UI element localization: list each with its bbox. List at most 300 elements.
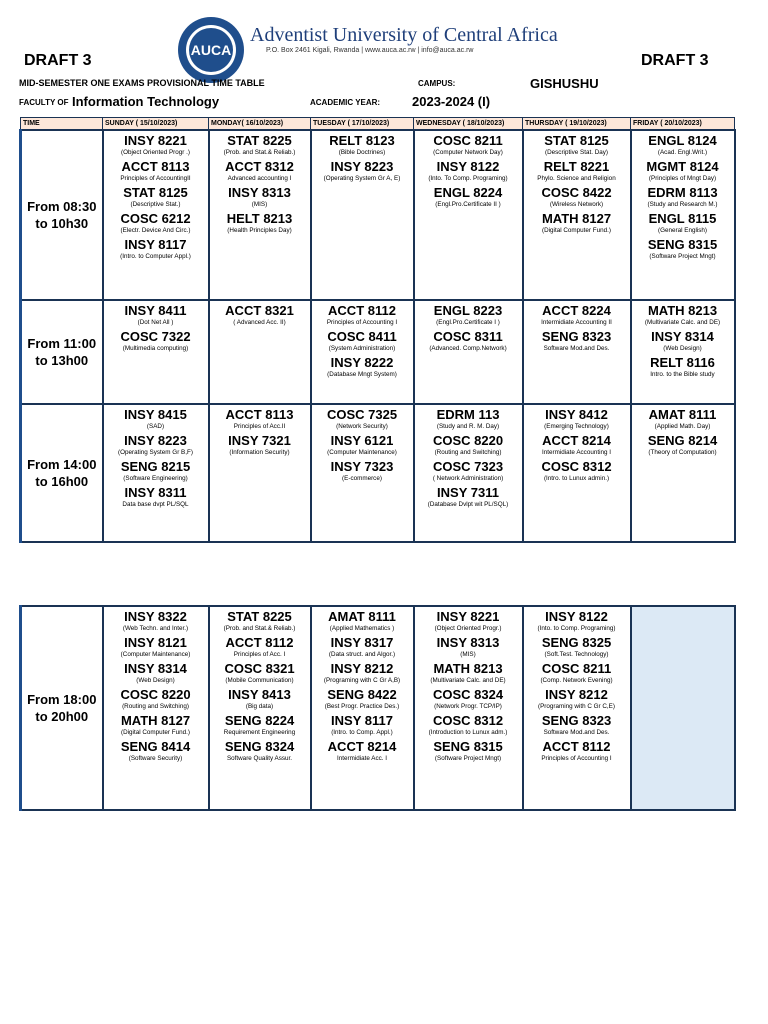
course-description: (Dot Net All ): [137, 319, 174, 326]
exam-entry: [210, 687, 310, 711]
course-description: (Health Principles Day): [227, 227, 292, 234]
exam-entry: [632, 303, 734, 327]
exam-entry: [104, 485, 208, 509]
course-description: (E-commerce): [342, 475, 382, 482]
course-code: INSY 8322: [124, 609, 187, 624]
exam-entry: [524, 407, 630, 431]
course-code: COSC 8211: [433, 133, 503, 148]
time-slot-label: From 14:00 to 16h00: [21, 404, 103, 542]
course-description: Principles of Acc.II: [233, 423, 286, 430]
course-description: (Mobile Communication): [225, 677, 294, 684]
university-name: Adventist University of Central Africa: [250, 24, 558, 46]
exam-entry: [415, 133, 522, 157]
course-code: INSY 8413: [228, 687, 291, 702]
course-code: COSC 8220: [432, 433, 504, 448]
course-description: Data base dvpt PL/SQL: [122, 501, 189, 508]
course-code: SENG 8414: [120, 739, 191, 754]
exam-entry: [524, 185, 630, 209]
exam-entry: [632, 355, 734, 379]
course-description: (Routing and Switching): [122, 703, 189, 710]
course-code: COSC 7323: [432, 459, 504, 474]
course-code: COSC 7322: [120, 329, 191, 344]
course-code: COSC 8311: [433, 329, 503, 344]
course-description: (Big data): [245, 703, 274, 710]
course-description: (Into. To Comp. Programing): [428, 175, 508, 182]
course-code: INSY 8411: [124, 303, 187, 318]
exam-entry: [415, 185, 522, 209]
course-description: (MIS): [460, 651, 476, 658]
exam-entry: [312, 609, 413, 633]
course-description: (Information Security): [229, 449, 290, 456]
draft-label-right: DRAFT 3: [641, 52, 709, 69]
university-logo: [176, 15, 246, 85]
course-description: (Operating System Gr B,F): [118, 449, 193, 456]
course-description: (Software Security): [128, 755, 183, 762]
exam-cell-monday: [209, 404, 311, 542]
course-description: (Digital Computer Fund.): [121, 729, 190, 736]
course-description: (Principles of Mngt Day): [648, 175, 717, 182]
exam-cell-sunday: [103, 606, 209, 810]
course-description: (Database Dvlpt wit PL/SQL): [427, 501, 509, 508]
course-code: INSY 8412: [545, 407, 608, 422]
course-description: (Comp. Network Evening): [540, 677, 613, 684]
course-description: (Object Oriented Progr .): [121, 149, 190, 156]
exam-entry: [210, 609, 310, 633]
course-code: MATH 8213: [647, 303, 718, 318]
course-description: (Multimedia computing): [122, 345, 189, 352]
exam-entry: [312, 329, 413, 353]
course-code: INSY 8313: [228, 185, 291, 200]
exam-entry: [632, 211, 734, 235]
course-description: (Introduction to Lunux adm.): [428, 729, 508, 736]
course-description: (Engl.Pro.Certificate II ): [435, 201, 501, 208]
course-code: COSC 8321: [224, 661, 295, 676]
exam-entry: [104, 303, 208, 327]
exam-entry: [104, 635, 208, 659]
course-description: (Web Design): [663, 345, 702, 352]
course-code: SENG 8315: [433, 739, 503, 754]
course-description: (Study and Research M.): [647, 201, 718, 208]
course-code: INSY 6121: [330, 433, 394, 448]
course-code: RELT 8221: [543, 159, 610, 174]
course-description: (Wireless Network): [549, 201, 604, 208]
timetable-title: MID-SEMESTER ONE EXAMS PROVISIONAL TIME TABLE: [19, 78, 265, 88]
exam-entry: [524, 661, 630, 685]
exam-entry: [312, 687, 413, 711]
faculty-value: Information Technology: [72, 94, 220, 109]
exam-entry: [210, 661, 310, 685]
course-code: ACCT 8112: [225, 635, 294, 650]
course-code: INSY 8223: [124, 433, 187, 448]
exam-entry: [415, 485, 522, 509]
course-description: Intermidiate Accounting II: [541, 319, 612, 326]
course-description: (Computer Maintenance): [327, 449, 397, 456]
exam-entry: [210, 739, 310, 763]
evening-slot-row: [21, 606, 735, 810]
course-description: (Electr. Device And Circ.): [120, 227, 191, 234]
course-code: ACCT 8224: [542, 303, 611, 318]
evening-timetable: [19, 605, 736, 811]
course-description: (Programing with C Gr C,E): [538, 703, 615, 710]
time-slot-label: From 08:30 to 10h30: [21, 130, 103, 300]
course-description: (Multivariate Calc. and DE): [430, 677, 506, 684]
course-code: INSY 8311: [124, 485, 187, 500]
exam-entry: [312, 133, 413, 157]
exam-entry: [210, 133, 310, 157]
exam-cell-wednesday: [414, 404, 523, 542]
university-address: P.O. Box 2461 Kigali, Rwanda | www.auca.ac.rw | info@auca.ac.rw: [266, 47, 474, 54]
exam-entry: [104, 185, 208, 209]
course-code: EDRM 113: [436, 407, 500, 422]
exam-entry: [632, 329, 734, 353]
course-description: Requirement Engineering: [223, 729, 296, 736]
course-description: (Multivariate Calc. and DE): [644, 319, 721, 326]
exam-cell-monday: [209, 130, 311, 300]
exam-entry: [104, 237, 208, 261]
course-code: ACCT 8112: [328, 303, 396, 318]
course-code: SENG 8324: [224, 739, 295, 754]
exam-entry: [312, 433, 413, 457]
course-code: COSC 8411: [327, 329, 397, 344]
exam-entry: [104, 609, 208, 633]
exam-entry: [524, 713, 630, 737]
course-code: INSY 8212: [330, 661, 394, 676]
exam-entry: [312, 661, 413, 685]
exam-entry: [524, 687, 630, 711]
course-description: (Engl.Pro.Certificate I ): [436, 319, 500, 326]
course-code: ACCT 8214: [327, 739, 397, 754]
course-code: INSY 8314: [651, 329, 714, 344]
exam-entry: [104, 739, 208, 763]
course-description: (Emerging Technology): [544, 423, 609, 430]
exam-entry: [632, 159, 734, 183]
exam-entry: [104, 713, 208, 737]
course-code: SENG 8224: [224, 713, 295, 728]
exam-cell-sunday: [103, 404, 209, 542]
course-code: STAT 8225: [227, 133, 292, 148]
course-code: SENG 8422: [327, 687, 397, 702]
exam-entry: [524, 739, 630, 763]
exam-entry: [104, 133, 208, 157]
course-description: (Descriptive Stat.): [130, 201, 181, 208]
course-description: (Operating System Gr A, E): [323, 175, 401, 182]
course-description: Software Quality Assur.: [226, 755, 293, 762]
course-description: (Network Progr. TCP/IP): [434, 703, 502, 710]
exam-entry: [312, 407, 413, 431]
exam-entry: [312, 303, 413, 327]
course-code: COSC 6212: [120, 211, 191, 226]
course-code: ACCT 8112: [542, 739, 611, 754]
exam-cell-thursday: [523, 300, 631, 404]
course-description: (Prob. and Stat.& Reliab.): [223, 625, 296, 632]
course-description: (Theory of Computation): [648, 449, 717, 456]
course-description: (Data struct. and Algor.): [328, 651, 396, 658]
academic-year-value: 2023-2024 (I): [412, 94, 491, 109]
exam-entry: [524, 133, 630, 157]
exam-entry: [415, 459, 522, 483]
course-code: STAT 8125: [544, 133, 609, 148]
exam-cell-tuesday: [311, 300, 414, 404]
course-code: ENGL 8115: [648, 211, 717, 226]
exam-cell-friday: [631, 606, 735, 810]
exam-entry: [210, 713, 310, 737]
course-code: INSY 8117: [331, 713, 393, 728]
day-header-monday: MONDAY( 16/10/2023): [209, 118, 311, 131]
exam-entry: [210, 185, 310, 209]
course-code: ACCT 8312: [225, 159, 294, 174]
course-description: (Software Project Mngt): [649, 253, 716, 260]
exam-entry: [524, 211, 630, 235]
course-code: SENG 8323: [541, 329, 612, 344]
course-code: SENG 8315: [647, 237, 718, 252]
course-code: COSC 8211: [541, 661, 612, 676]
exam-entry: [632, 433, 734, 457]
course-description: (Routing and Switching): [434, 449, 502, 456]
course-description: (Prob. and Stat.& Reliab.): [223, 149, 296, 156]
course-code: COSC 8220: [120, 687, 191, 702]
exam-entry: [312, 459, 413, 483]
exam-entry: [415, 407, 522, 431]
exam-cell-tuesday: [311, 606, 414, 810]
course-description: (Programing with C Gr A,B): [323, 677, 401, 684]
day-header-sunday: SUNDAY ( 15/10/2023): [103, 118, 209, 131]
course-code: STAT 8125: [123, 185, 188, 200]
course-code: COSC 8312: [432, 713, 504, 728]
course-code: SENG 8215: [120, 459, 191, 474]
exam-entry: [415, 713, 522, 737]
exam-cell-sunday: [103, 130, 209, 300]
course-code: COSC 8422: [541, 185, 612, 200]
exam-entry: [104, 459, 208, 483]
exam-cell-thursday: [523, 606, 631, 810]
exam-cell-tuesday: [311, 130, 414, 300]
exam-entry: [312, 635, 413, 659]
course-code: INSY 8222: [330, 355, 394, 370]
course-description: ( Network Administration): [432, 475, 504, 482]
course-description: Advanced accounting I: [227, 175, 292, 182]
exam-entry: [415, 159, 522, 183]
course-code: AMAT 8111: [648, 407, 717, 422]
exam-cell-monday: [209, 606, 311, 810]
course-code: INSY 8117: [124, 237, 187, 252]
course-code: HELT 8213: [226, 211, 293, 226]
course-code: INSY 8122: [545, 609, 608, 624]
exam-entry: [104, 687, 208, 711]
academic-year-label: ACADEMIC YEAR:: [310, 98, 381, 107]
exam-entry: [524, 433, 630, 457]
course-code: INSY 8212: [545, 687, 608, 702]
course-code: EDRM 8113: [647, 185, 718, 200]
course-description: (MIS): [251, 201, 268, 208]
course-code: INSY 8314: [124, 661, 187, 676]
course-code: MATH 8213: [433, 661, 503, 676]
draft-label-left: DRAFT 3: [24, 52, 92, 69]
course-description: (Web Techn. and Inter.): [122, 625, 189, 632]
exam-entry: [524, 303, 630, 327]
exam-entry: [104, 159, 208, 183]
exam-cell-tuesday: [311, 404, 414, 542]
course-code: MGMT 8124: [646, 159, 719, 174]
exam-entry: [210, 433, 310, 457]
exam-entry: [312, 713, 413, 737]
course-code: COSC 7325: [326, 407, 398, 422]
course-code: AMAT 8111: [328, 609, 396, 624]
course-code: ENGL 8223: [433, 303, 503, 318]
course-code: INSY 8313: [436, 635, 500, 650]
course-code: ENGL 8124: [648, 133, 717, 148]
course-description: (Computer Maintenance): [120, 651, 191, 658]
course-description: (Intro. to Computer Appl.): [120, 253, 191, 260]
time-header: TIME: [21, 118, 103, 131]
exam-entry: [415, 609, 522, 633]
exam-cell-sunday: [103, 300, 209, 404]
course-description: Intro. to the Bible study: [650, 371, 715, 378]
course-description: (Digital Computer Fund.): [542, 227, 611, 234]
course-description: (Software Engineering): [123, 475, 188, 482]
slot-row-1: [21, 130, 735, 300]
course-description: (Into. to Comp. Programing): [537, 625, 616, 632]
course-code: SENG 8325: [541, 635, 612, 650]
course-description: (Study and R. M. Day): [436, 423, 500, 430]
exam-entry: [415, 329, 522, 353]
course-code: MATH 8127: [120, 713, 191, 728]
course-code: STAT 8225: [227, 609, 292, 624]
exam-entry: [104, 433, 208, 457]
day-header-tuesday: TUESDAY ( 17/10/2023): [311, 118, 414, 131]
time-slot-label: From 18:00 to 20h00: [21, 606, 103, 810]
exam-entry: [524, 329, 630, 353]
day-header-row: [21, 118, 735, 131]
course-description: (System Administration): [328, 345, 396, 352]
exam-entry: [415, 635, 522, 659]
exam-entry: [312, 355, 413, 379]
exam-entry: [524, 459, 630, 483]
course-description: (Descriptive Stat. Day): [545, 149, 608, 156]
course-description: (Software Project Mngt): [434, 755, 502, 762]
exam-cell-friday: [631, 300, 735, 404]
course-description: (Web Design): [136, 677, 175, 684]
exam-entry: [210, 407, 310, 431]
faculty-label: FACULTY OF: [19, 98, 69, 107]
svg-text:AUCA: AUCA: [190, 42, 232, 58]
exam-entry: [524, 159, 630, 183]
course-code: MATH 8127: [541, 211, 612, 226]
course-code: RELT 8116: [650, 355, 715, 370]
day-header-wednesday: WEDNESDAY ( 18/10/2023): [414, 118, 523, 131]
exam-entry: [210, 635, 310, 659]
course-code: ACCT 8321: [225, 303, 294, 318]
course-code: INSY 7311: [437, 485, 499, 500]
exam-entry: [312, 159, 413, 183]
course-description: (General English): [658, 227, 707, 234]
course-code: INSY 8121: [124, 635, 187, 650]
course-description: (Network Security): [336, 423, 388, 430]
timetable: [19, 117, 736, 543]
campus-value: GISHUSHU: [530, 76, 599, 91]
course-description: (Database Mngt System): [327, 371, 397, 378]
slot-row-3: [21, 404, 735, 542]
exam-entry: [415, 739, 522, 763]
course-code: INSY 8221: [436, 609, 500, 624]
exam-entry: [104, 407, 208, 431]
course-description: (Intro. to Lunux admin.): [543, 475, 610, 482]
course-code: ACCT 8113: [121, 159, 190, 174]
course-code: COSC 8324: [432, 687, 504, 702]
course-description: Software Mod.and Des.: [543, 729, 610, 736]
course-description: (Acad. Engl.Writ.): [657, 149, 708, 156]
exam-cell-monday: [209, 300, 311, 404]
exam-entry: [415, 661, 522, 685]
course-code: INSY 8415: [124, 407, 187, 422]
day-header-friday: FRIDAY ( 20/10/2023): [631, 118, 735, 131]
course-description: (Intro. to Comp. Appl.): [331, 729, 393, 736]
exam-entry: [415, 303, 522, 327]
course-description: Phylo. Science and Religion: [537, 175, 616, 182]
course-code: INSY 7323: [330, 459, 394, 474]
exam-entry: [632, 237, 734, 261]
exam-entry: [632, 133, 734, 157]
exam-entry: [632, 407, 734, 431]
exam-entry: [312, 739, 413, 763]
exam-cell-wednesday: [414, 606, 523, 810]
exam-entry: [210, 211, 310, 235]
course-code: INSY 8122: [436, 159, 500, 174]
exam-cell-friday: [631, 404, 735, 542]
course-code: INSY 8317: [330, 635, 394, 650]
campus-label: CAMPUS:: [418, 79, 456, 88]
course-description: (Applied Mathematics ): [329, 625, 395, 632]
exam-entry: [632, 185, 734, 209]
exam-entry: [104, 661, 208, 685]
course-code: SENG 8214: [647, 433, 718, 448]
course-description: Principles of Accounting I: [541, 755, 612, 762]
course-code: INSY 8223: [330, 159, 394, 174]
course-code: INSY 8221: [124, 133, 187, 148]
course-code: ACCT 8214: [542, 433, 611, 448]
course-description: (Advanced. Comp.Network): [429, 345, 507, 352]
exam-cell-wednesday: [414, 130, 523, 300]
course-description: (Bible Doctrines): [338, 149, 386, 156]
exam-entry: [415, 433, 522, 457]
exam-entry: [524, 609, 630, 633]
slot-row-2: [21, 300, 735, 404]
course-description: (Soft.Test. Technology): [544, 651, 609, 658]
exam-entry: [104, 211, 208, 235]
exam-entry: [210, 303, 310, 327]
course-code: SENG 8323: [541, 713, 612, 728]
course-description: (SAD): [146, 423, 165, 430]
course-code: INSY 7321: [228, 433, 291, 448]
course-description: Principles of AccountingII: [120, 175, 191, 182]
course-description: (Best Progr. Practice Des.): [324, 703, 400, 710]
course-code: COSC 8312: [541, 459, 612, 474]
course-description: (Computer Network Day): [433, 149, 503, 156]
day-header-thursday: THURSDAY ( 19/10/2023): [523, 118, 631, 131]
exam-entry: [210, 159, 310, 183]
exam-cell-wednesday: [414, 300, 523, 404]
course-description: Principles of Accounting I: [326, 319, 398, 326]
course-code: RELT 8123: [329, 133, 395, 148]
exam-entry: [524, 635, 630, 659]
course-description: Intermidiate Accounting I: [542, 449, 611, 456]
exam-cell-thursday: [523, 130, 631, 300]
course-description: Intermidiate Acc. I: [336, 755, 388, 762]
exam-cell-thursday: [523, 404, 631, 542]
time-slot-label: From 11:00 to 13h00: [21, 300, 103, 404]
exam-cell-friday: [631, 130, 735, 300]
exam-entry: [415, 687, 522, 711]
course-description: (Object Oriented Progr.): [434, 625, 502, 632]
